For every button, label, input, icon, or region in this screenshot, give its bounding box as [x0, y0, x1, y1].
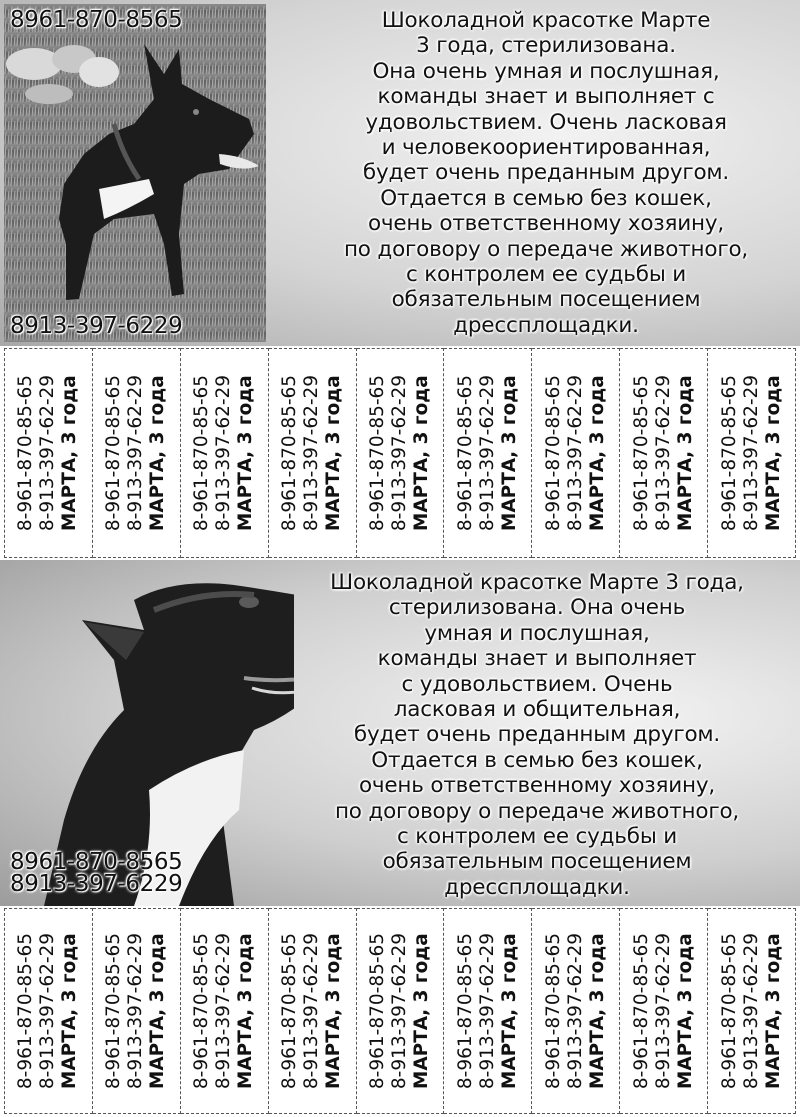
tab-phone-1: 8-961-870-85-65 — [191, 932, 213, 1090]
adoption-description: Шоколадной красотке Марте 3 года, стерилизована. Она очень умная и послушная, команды знает и выполняет с удовольствием. Очень ласковая и общительная, будет очень преданным другом. Отдается в семью без кошек, очень ответственному хозяину, по договору о передаче животного, с контролем ее судьбы и обязательным посещением дрессплощадки. — [330, 570, 744, 900]
tab-dog-name: МАРТА, 3 года — [762, 933, 784, 1090]
tab-dog-name: МАРТА, 3 года — [674, 933, 696, 1090]
tab-text — [631, 933, 697, 1089]
tear-off-tab[interactable] — [4, 348, 93, 558]
tab-phone-2: 8-913-397-62-29 — [564, 374, 586, 532]
tear-off-strip-bottom — [4, 908, 796, 1114]
flyer-bottom — [0, 560, 800, 906]
tab-text — [455, 933, 521, 1089]
tab-text — [631, 375, 697, 531]
tab-phone-2: 8-913-397-62-29 — [564, 932, 586, 1090]
tab-phone-1: 8-961-870-85-65 — [454, 932, 476, 1090]
tab-dog-name: МАРТА, 3 года — [235, 375, 257, 532]
tear-off-strip-top — [4, 348, 796, 558]
tab-phone-1: 8-961-870-85-65 — [15, 932, 37, 1090]
tab-text — [191, 375, 257, 531]
tab-phone-2: 8-913-397-62-29 — [125, 932, 147, 1090]
flyer-top — [0, 0, 800, 346]
phone-number-secondary: 8913-397-6229 — [10, 313, 183, 339]
tear-off-tab[interactable] — [532, 348, 620, 558]
tab-dog-name: МАРТА, 3 года — [59, 933, 81, 1090]
tab-dog-name: МАРТА, 3 года — [323, 933, 345, 1090]
tear-off-tab[interactable] — [181, 348, 269, 558]
tear-off-tab[interactable] — [269, 348, 357, 558]
tab-phone-1: 8-961-870-85-65 — [718, 932, 740, 1090]
tab-dog-name: МАРТА, 3 года — [411, 375, 432, 532]
tab-dog-name: МАРТА, 3 года — [147, 933, 169, 1090]
tab-text — [543, 933, 609, 1089]
tab-text — [455, 375, 521, 531]
phone-number-primary: 8961-870-8565 — [10, 849, 183, 875]
tab-phone-1: 8-961-870-85-65 — [279, 374, 301, 532]
dog-photo-grass — [4, 4, 266, 342]
tab-phone-2: 8-913-397-62-29 — [740, 932, 762, 1090]
tab-dog-name: МАРТА, 3 года — [762, 375, 784, 532]
tab-phone-1: 8-961-870-85-65 — [454, 374, 476, 532]
tab-text — [103, 933, 169, 1089]
adoption-description: Шоколадной красотке Марте 3 года, стерилизована. Она очень умная и послушная, команды знает и выполняет с удовольствием. Очень ласковая и человекоориентированная, будет очень преданным другом. Отдается в семью без кошек, очень ответственному хозяину, по договору о передаче животного, с контролем ее судьбы и обязательным посещением дрессплощадки. — [343, 8, 749, 338]
tab-phone-2: 8-913-397-62-29 — [476, 374, 498, 532]
tab-dog-name: МАРТА, 3 года — [59, 375, 81, 532]
tear-off-tab[interactable] — [444, 908, 532, 1114]
tab-phone-2: 8-913-397-62-29 — [125, 374, 147, 532]
tab-dog-name: МАРТА, 3 года — [147, 375, 169, 532]
tab-phone-1: 8-961-870-85-65 — [103, 932, 125, 1090]
tab-phone-2: 8-913-397-62-29 — [301, 932, 323, 1090]
tear-off-tab[interactable] — [357, 908, 445, 1114]
tab-phone-1: 8-961-870-85-65 — [191, 374, 213, 532]
tab-phone-1: 8-961-870-85-65 — [718, 374, 740, 532]
tab-phone-1: 8-961-870-85-65 — [367, 932, 388, 1090]
tab-dog-name: МАРТА, 3 года — [586, 933, 608, 1090]
tear-off-tab[interactable] — [532, 908, 620, 1114]
tab-phone-2: 8-913-397-62-29 — [476, 932, 498, 1090]
tab-phone-2: 8-913-397-62-29 — [37, 374, 59, 532]
tab-text — [191, 933, 257, 1089]
tab-phone-2: 8-913-397-62-29 — [37, 932, 59, 1090]
tear-off-tab[interactable] — [181, 908, 269, 1114]
tear-off-tab[interactable] — [93, 348, 181, 558]
tab-text — [367, 375, 433, 531]
phone-number-primary: 8961-870-8565 — [10, 7, 183, 33]
tab-phone-2: 8-913-397-62-29 — [652, 932, 674, 1090]
tab-text — [15, 933, 81, 1089]
tab-text — [279, 933, 345, 1089]
tab-text — [15, 375, 81, 531]
tab-text — [719, 933, 785, 1089]
tear-off-tab[interactable] — [708, 908, 796, 1114]
tab-phone-2: 8-913-397-62-29 — [740, 374, 762, 532]
tab-phone-1: 8-961-870-85-65 — [542, 374, 564, 532]
tear-off-tab[interactable] — [4, 908, 93, 1114]
tab-text — [279, 375, 345, 531]
tab-phone-1: 8-961-870-85-65 — [630, 932, 652, 1090]
tab-dog-name: МАРТА, 3 года — [498, 933, 520, 1090]
tab-dog-name: МАРТА, 3 года — [586, 375, 608, 532]
tab-phone-2: 8-913-397-62-29 — [213, 932, 235, 1090]
tab-phone-2: 8-913-397-62-29 — [213, 374, 235, 532]
tear-off-tab[interactable] — [620, 908, 708, 1114]
tear-off-tab[interactable] — [357, 348, 445, 558]
tear-off-tab[interactable] — [444, 348, 532, 558]
tear-off-tab[interactable] — [269, 908, 357, 1114]
tab-phone-2: 8-913-397-62-29 — [301, 374, 323, 532]
tab-text — [103, 375, 169, 531]
tear-off-tab[interactable] — [708, 348, 796, 558]
tab-dog-name: МАРТА, 3 года — [674, 375, 696, 532]
tab-text — [367, 933, 433, 1089]
tab-text — [719, 375, 785, 531]
tab-phone-1: 8-961-870-85-65 — [367, 374, 388, 532]
tab-phone-1: 8-961-870-85-65 — [279, 932, 301, 1090]
tab-phone-1: 8-961-870-85-65 — [542, 932, 564, 1090]
tab-dog-name: МАРТА, 3 года — [411, 933, 432, 1090]
tear-off-tab[interactable] — [620, 348, 708, 558]
tab-phone-2: 8-913-397-62-29 — [389, 932, 410, 1090]
tab-phone-2: 8-913-397-62-29 — [652, 374, 674, 532]
tab-dog-name: МАРТА, 3 года — [323, 375, 345, 532]
dog-photo-grass-image — [4, 4, 266, 342]
tab-phone-2: 8-913-397-62-29 — [389, 374, 410, 532]
tab-phone-1: 8-961-870-85-65 — [630, 374, 652, 532]
phone-number-secondary: 8913-397-6229 — [10, 871, 183, 897]
tear-off-tab[interactable] — [93, 908, 181, 1114]
tab-text — [543, 375, 609, 531]
tab-dog-name: МАРТА, 3 года — [235, 933, 257, 1090]
tab-phone-1: 8-961-870-85-65 — [103, 374, 125, 532]
tab-dog-name: МАРТА, 3 года — [498, 375, 520, 532]
tab-phone-1: 8-961-870-85-65 — [15, 374, 37, 532]
